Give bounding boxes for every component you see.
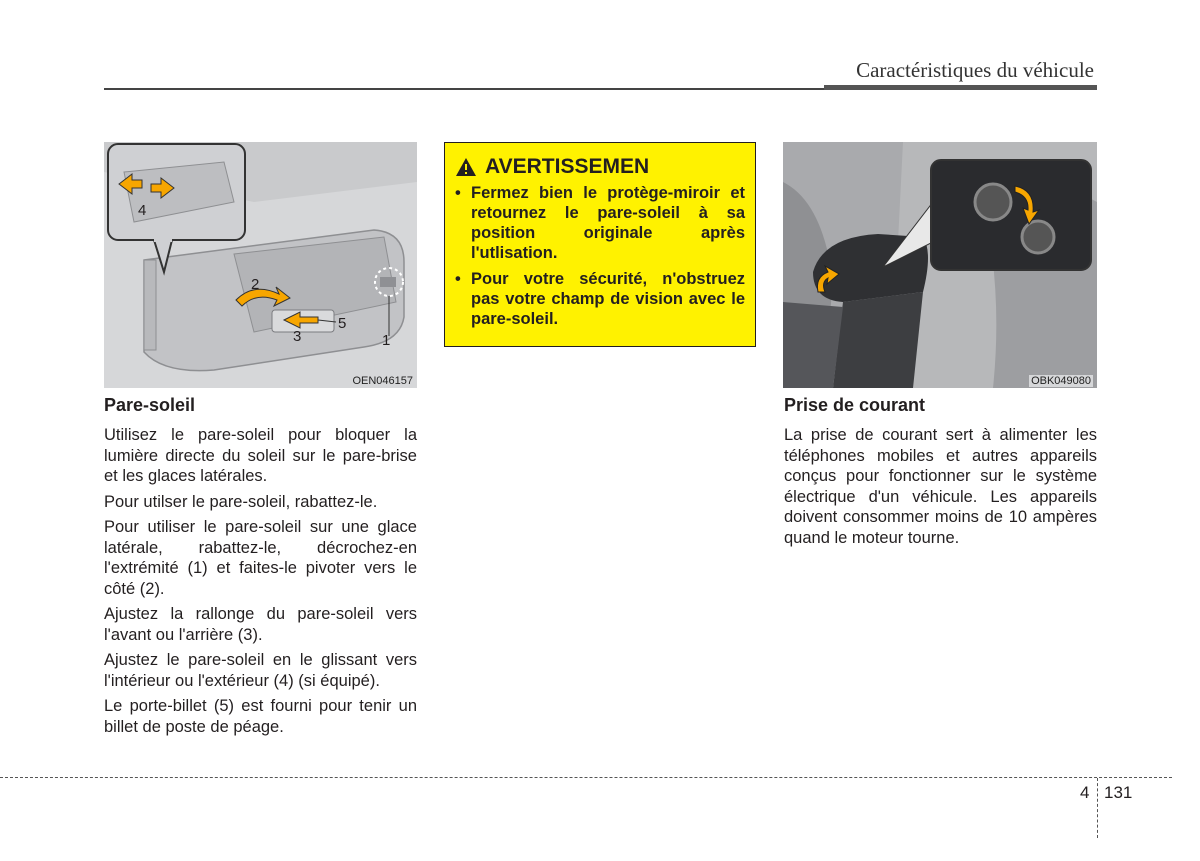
- section-title-sun-visor: Pare-soleil: [104, 395, 196, 415]
- power-outlet-text: [784, 425, 1097, 553]
- paragraph: Pour utilser le pare-soleil, rabattez-le.: [104, 492, 378, 511]
- warning-item-text: Fermez bien le protège-miroir et retournez le pare-soleil à sa position originale après l'utlisation.: [471, 184, 745, 262]
- callout-5: 5: [338, 315, 347, 332]
- paragraph: Utilisez le pare-soleil pour bloquer la lumière directe du soleil sur le pare-brise et les glaces latérales.: [104, 426, 417, 485]
- power-outlet-figure: [783, 142, 1097, 388]
- figure-code: OEN046157: [352, 375, 413, 387]
- paragraph: Ajustez le pare-soleil en le glissant vers l'intérieur ou l'extérieur (4) (si équipé).: [104, 651, 417, 690]
- callout-4: 4: [138, 202, 147, 219]
- warning-item: [455, 269, 745, 329]
- paragraph: La prise de courant sert à alimenter les téléphones mobiles et autres appareils conçus pour fonctionner sur le système électrique d'un véhicule. Les appareils doivent consommer moins de 10 ampères quand le moteur tourne.: [784, 426, 1097, 547]
- power-outlet-illustration: [783, 142, 1097, 388]
- section-title-power-outlet: Prise de courant: [784, 395, 926, 415]
- sun-visor-figure: [104, 142, 417, 388]
- warning-heading: [455, 155, 745, 179]
- sun-visor-text: [104, 425, 417, 742]
- chapter-number: 4: [1080, 783, 1090, 802]
- warning-triangle-icon: [455, 157, 477, 177]
- page-number: 131: [1104, 783, 1133, 802]
- chapter-title: Caractéristiques du véhicule: [856, 58, 1094, 82]
- callout-1: 1: [382, 332, 391, 349]
- warning-title: AVERTISSEMEN: [485, 155, 650, 178]
- warning-item-text: Pour votre sécurité, n'obstruez pas votre champ de vision avec le pare-soleil.: [471, 270, 745, 328]
- callout-2: 2: [251, 276, 260, 293]
- callout-3: 3: [293, 328, 302, 345]
- paragraph: Ajustez la rallonge du pare-soleil vers l'avant ou l'arrière (3).: [104, 605, 417, 644]
- figure-code: OBK049080: [1031, 375, 1091, 387]
- sun-visor-illustration: [104, 142, 417, 388]
- paragraph: Pour utiliser le pare-soleil sur une glace latérale, rabattez-le, décrochez-en l'extrémité (1) et faites-le pivoter vers le côté (2).: [104, 518, 417, 598]
- warning-item: [455, 183, 745, 263]
- warning-box: [444, 142, 756, 347]
- paragraph: Le porte-billet (5) est fourni pour tenir un billet de poste de péage.: [104, 697, 417, 736]
- header-rule-accent: [824, 85, 1097, 90]
- footer-rule: [0, 777, 1172, 778]
- bullet: •: [455, 270, 461, 288]
- bullet: •: [455, 184, 461, 202]
- footer-divider: [1097, 778, 1098, 838]
